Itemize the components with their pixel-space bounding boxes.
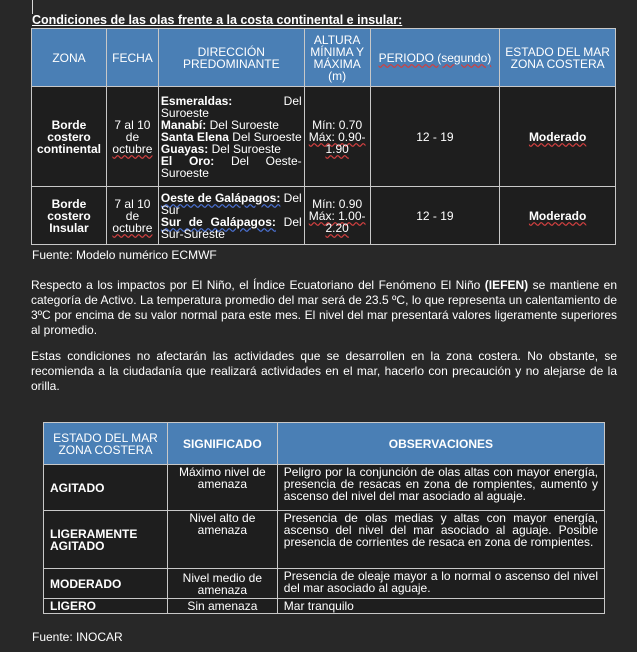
header-estado: ESTADO DEL MAR ZONA COSTERA xyxy=(500,29,616,87)
estado-cell: AGITADO xyxy=(44,465,168,511)
header-direccion: DIRECCIÓN PREDOMINANTE xyxy=(158,29,304,87)
zona-cell: Borde costero continental xyxy=(32,87,107,187)
observaciones-cell: Presencia de olas medias y altas con mayor energía, ascenso del nivel del mar asociado al aguaje. Posible presencia de corrientes de resaca en zona de rompientes. xyxy=(277,511,604,569)
source-note-inocar: Fuente: INOCAR xyxy=(32,630,123,644)
section-heading: Condiciones de las olas frente a la costa continental e insular: xyxy=(32,13,403,27)
estado-cell: Moderado xyxy=(500,87,616,187)
estado-cell: LIGERAMENTE AGITADO xyxy=(44,511,168,569)
table-row xyxy=(44,569,605,599)
fecha-cell: 7 al 10 de octubre xyxy=(106,187,158,245)
observaciones-cell: Mar tranquilo xyxy=(277,599,604,614)
direccion-cell: Esmeraldas: Del Suroeste Manabí: Del Suroeste Santa Elena Del Suroeste Guayas: Del Suroeste El Oro: Del Oeste-Suroeste xyxy=(158,87,304,187)
sea-state-legend-table xyxy=(43,422,605,614)
altura-cell: Mín: 0.90 Máx: 1.00-2.20 xyxy=(304,187,370,245)
header-fecha: FECHA xyxy=(106,29,158,87)
wave-conditions-table xyxy=(31,28,616,245)
significado-cell: Máximo nivel de amenaza xyxy=(167,465,277,511)
periodo-cell: 12 - 19 xyxy=(370,187,500,245)
observaciones-cell: Peligro por la conjunción de olas altas con mayor energía, presencia de resacas en zona de rompientes, aumento y ascenso del nivel del mar asociado al aguaje. xyxy=(277,465,604,511)
table-row xyxy=(44,599,605,614)
significado-cell: Sin amenaza xyxy=(167,599,277,614)
text-cursor xyxy=(32,0,33,14)
significado-cell: Nivel alto de amenaza xyxy=(167,511,277,569)
significado-cell: Nivel medio de amenaza xyxy=(167,569,277,599)
header-observaciones: OBSERVACIONES xyxy=(277,423,604,465)
observaciones-cell: Presencia de oleaje mayor a lo normal o ascenso del nivel del mar asociado al aguaje. xyxy=(277,569,604,599)
header-zona: ZONA xyxy=(32,29,107,87)
estado-cell: MODERADO xyxy=(44,569,168,599)
periodo-cell: 12 - 19 xyxy=(370,87,500,187)
paragraph-recommendation: Estas condiciones no afectarán las actividades que se desarrollen en la zona costera. No obstante, se recomienda a la ciudadanía que realizará actividades en el mar, hacerlo con precaución y no alejarse de la orilla. xyxy=(31,349,617,393)
table-row xyxy=(32,87,616,187)
fecha-cell: 7 al 10 de octubre xyxy=(106,87,158,187)
table-row xyxy=(44,465,605,511)
paragraph-el-nino: Respecto a los impactos por El Niño, el Índice Ecuatoriano del Fenómeno El Niño (IEFEN) se mantiene en categoría de Activo. La temperatura promedio del mar será de 23.5 ºC, lo que representa un calentamiento de 3ºC por encima de su valor normal para este mes. El nivel del mar presentará valores ligeramente superiores al promedio. xyxy=(31,278,617,337)
source-note: Fuente: Modelo numérico ECMWF xyxy=(32,248,217,262)
table-row xyxy=(44,511,605,569)
header-altura: ALTURA MÍNIMA Y MÁXIMA (m) xyxy=(304,29,370,87)
header-significado: SIGNIFICADO xyxy=(167,423,277,465)
zona-cell: Borde costero Insular xyxy=(32,187,107,245)
header-estado-mar: ESTADO DEL MAR ZONA COSTERA xyxy=(44,423,168,465)
estado-cell: LIGERO xyxy=(44,599,168,614)
direccion-cell: Oeste de Galápagos: Del Sur Sur de Galápagos: Del Sur-Sureste xyxy=(158,187,304,245)
table-row xyxy=(32,187,616,245)
estado-cell: Moderado xyxy=(500,187,616,245)
header-periodo: PERIODO (segundo) xyxy=(370,29,500,87)
altura-cell: Mín: 0.70 Máx: 0.90-1.90 xyxy=(304,87,370,187)
